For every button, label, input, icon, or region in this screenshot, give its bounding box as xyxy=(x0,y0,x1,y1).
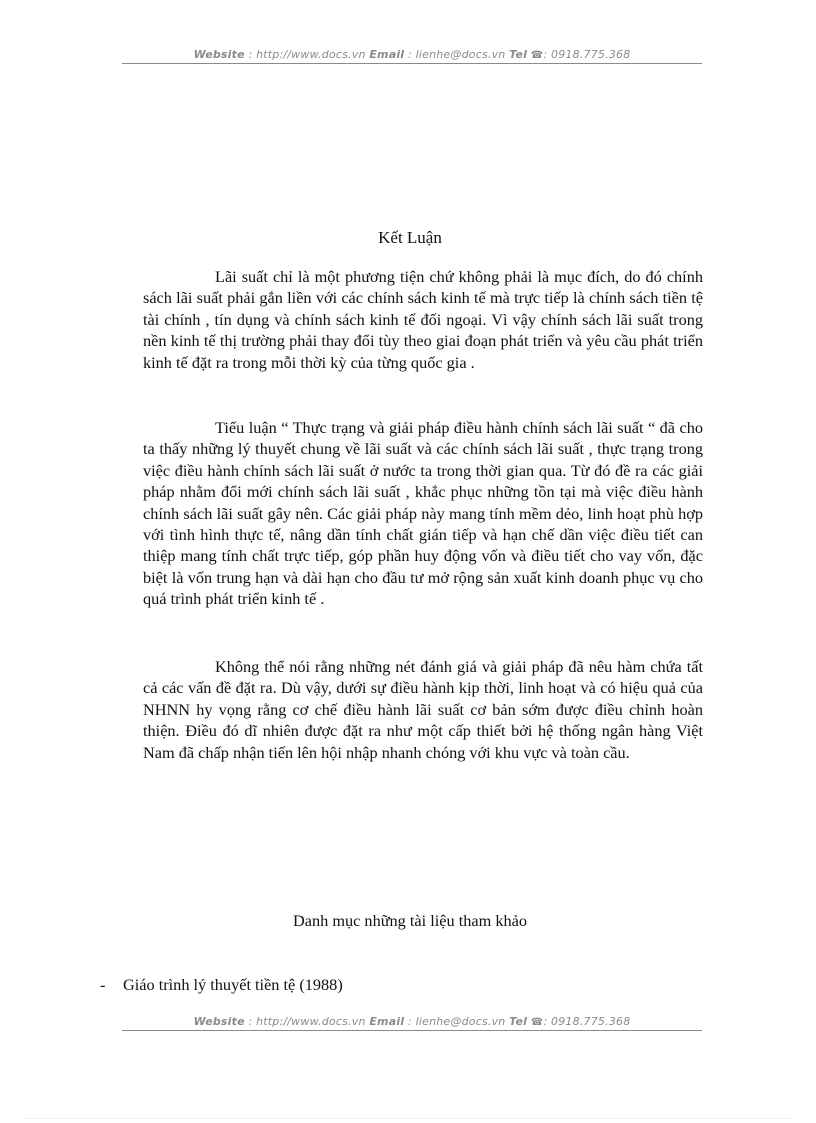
header-rule xyxy=(122,63,702,64)
page-header xyxy=(122,48,702,64)
header-contact-line xyxy=(122,48,702,61)
telephone-icon: ☎ xyxy=(530,50,544,61)
footer-email-link[interactable]: : lienhe@docs.vn xyxy=(407,1015,506,1028)
page-footer xyxy=(122,1015,702,1031)
page-bottom-border xyxy=(25,1118,791,1119)
footer-website-link[interactable]: : http://www.docs.vn xyxy=(248,1015,366,1028)
footer-tel-label: Tel xyxy=(509,1015,528,1028)
reference-bullet: - xyxy=(100,975,106,994)
footer-contact-line xyxy=(122,1015,702,1028)
footer-website-label: Website xyxy=(193,1015,245,1028)
footer-rule xyxy=(122,1030,702,1031)
header-website-link[interactable]: : http://www.docs.vn xyxy=(248,48,366,61)
paragraph-3 xyxy=(143,656,703,763)
reference-text: Giáo trình lý thuyết tiền tệ (1988) xyxy=(123,975,343,994)
paragraph-text: Không thể nói rằng những nét đánh giá và giải pháp đã nêu hàm chứa tất cả các vấn đề đặt ra. Dù vậy, dưới sự điều hành kịp thời, linh hoạt và có hiệu quả của NHNN hy vọng rằng cơ chế điều hành lãi suất cơ bản sớm được điều chỉnh hoàn thiện. Điều đó dĩ nhiên được đặt ra như một cấp thiết bởi hệ thống ngân hàng Việt Nam đã chấp nhận tiến lên hội nhập nhanh chóng với khu vực và toàn cầu. xyxy=(143,657,703,762)
conclusion-title: Kết Luận xyxy=(378,228,442,247)
paragraph-text: Tiểu luận “ Thực trạng và giải pháp điều hành chính sách lãi suất “ đã cho ta thấy những lý thuyết chung về lãi suất và các chính sách lãi suất , thực trạng trong việc điều hành chính sách lãi suất ở nước ta trong thời gian qua. Từ đó đề ra các giải pháp nhằm đổi mới chính sách lãi suất , khắc phục những tồn tại mà việc điều hành chính sách lãi suất gây nên. Các giải pháp này mang tính mềm dẻo, linh hoạt phù hợp với tình hình thực tế, nâng dần tính chất gián tiếp và hạn chế dần việc điều tiết can thiệp mang tính chất trực tiếp, góp phần huy động vốn và điều tiết cho vay vốn, đặc biệt là vốn trung hạn và dài hạn cho đầu tư mở rộng sản xuất kinh doanh phục vụ cho quá trình phát triển kinh tế . xyxy=(143,418,703,609)
paragraph-text: Lãi suất chỉ là một phương tiện chứ không phải là mục đích, do đó chính sách lãi suất phải gắn liền với các chính sách kinh tế mà trực tiếp là chính sách tiền tệ tài chính , tín dụng và chính sách kinh tế đối ngoại. Vì vậy chính sách lãi suất trong nền kinh tế thị trường phải thay đổi tùy theo giai đoạn phát triển và yêu cầu phát triển kinh tế đặt ra trong mỗi thời kỳ của từng quốc gia . xyxy=(143,267,703,372)
reference-item xyxy=(100,975,343,995)
references-title: Danh mục những tài liệu tham khảo xyxy=(293,911,527,930)
header-tel-value: : 0918.775.368 xyxy=(543,48,631,61)
header-tel-label: Tel xyxy=(509,48,528,61)
header-website-label: Website xyxy=(193,48,245,61)
paragraph-2 xyxy=(143,417,703,610)
paragraph-1 xyxy=(143,266,703,373)
header-email-link[interactable]: : lienhe@docs.vn xyxy=(407,48,506,61)
telephone-icon: ☎ xyxy=(530,1017,544,1028)
footer-email-label: Email xyxy=(369,1015,405,1028)
header-email-label: Email xyxy=(369,48,405,61)
footer-tel-value: : 0918.775.368 xyxy=(543,1015,631,1028)
